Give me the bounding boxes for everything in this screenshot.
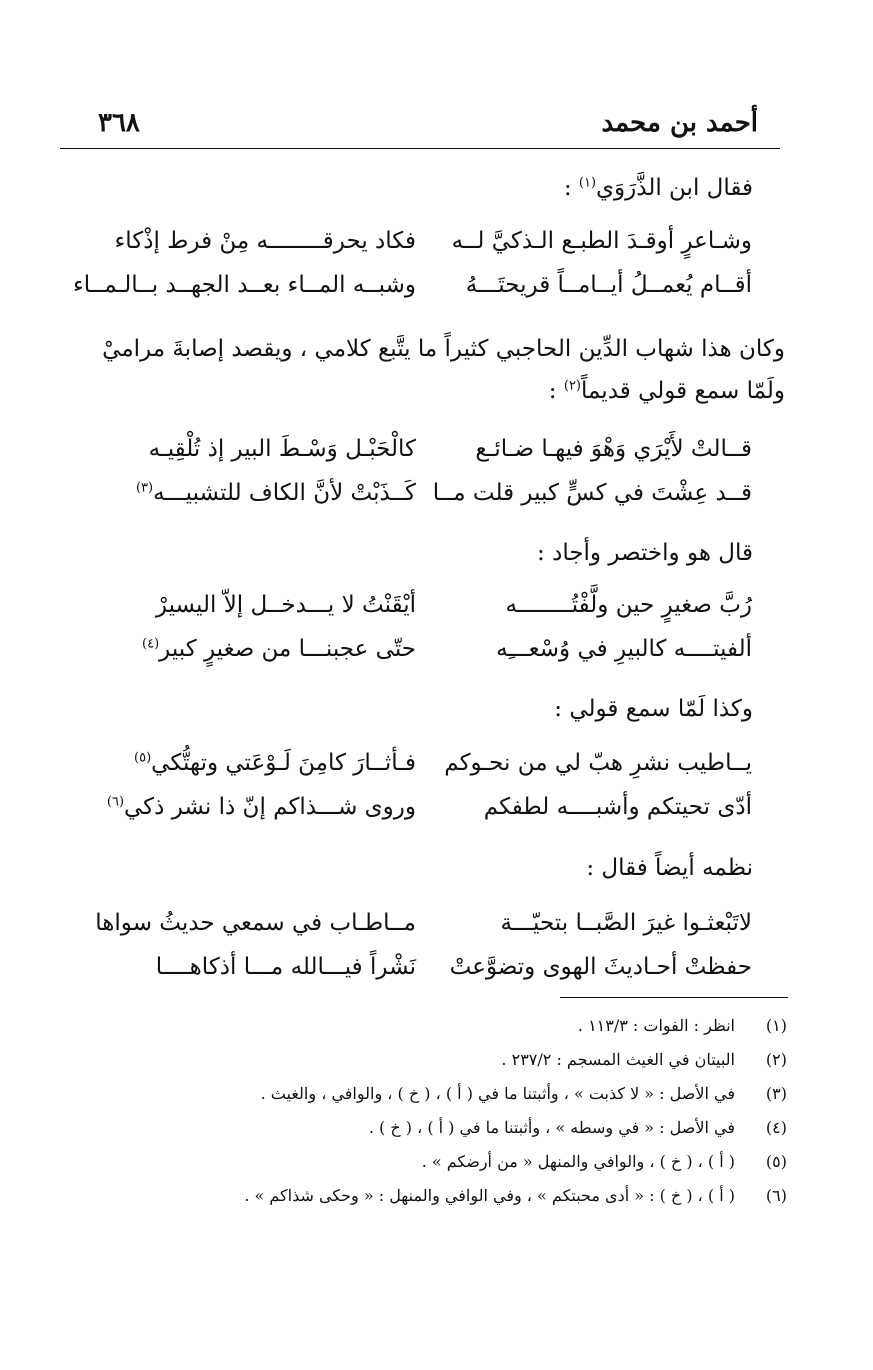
- footnote-ref: (٣): [135, 480, 154, 496]
- footnote-text: البيتان في الغيث المسجم : ٢٣٧/٢ .: [501, 1050, 735, 1069]
- verse-hemistich-second: نَشْراً فيـــالله مـــا أذكاهــــا: [155, 954, 416, 980]
- verse-hemistich-first: أدّى تحيتكم وأشبــــه لطفكم: [483, 794, 752, 820]
- footnote-ref: (١): [578, 175, 597, 191]
- verse-line: [72, 272, 752, 312]
- verse-hemistich-second: وروى شـــذاكم إنّ ذا نشر ذكي$^{(٦)}$: [106, 794, 416, 820]
- page-header: [60, 108, 780, 146]
- page-number: ٣٦٨: [98, 108, 140, 138]
- verse-hemistich-first: لاتَبْعثـوا غيرَ الصَّبــا بتحيّـــة: [500, 910, 752, 936]
- footnote-number: (٤): [765, 1118, 787, 1137]
- footnote-text: ( أ ) ، ( خ ) : « أدى محبتكم » ، وفي الوافي والمنهل : « وحكى شذاكم » .: [244, 1186, 735, 1205]
- prose-line: قال هو واختصر وأجاد :: [537, 540, 753, 566]
- verse-hemistich-second: كالْحَبْـل وَسْـطَ البير إذ تُلْقِيـه: [148, 436, 416, 462]
- footnote: [167, 1050, 787, 1080]
- verse-line: [96, 592, 752, 632]
- verse-line: [96, 954, 752, 994]
- verse-line: [96, 480, 752, 520]
- footnote-ref: (٤): [142, 636, 160, 652]
- verse-hemistich-first: قــالتْ لأَيْرَي وَهْوَ فيهـا ضـائـع: [475, 436, 752, 462]
- verse-hemistich-second: مــاطـاب في سمعي حديثُ سواها: [95, 910, 416, 936]
- verse-hemistich-second: فكاد يحرقــــــــه مِنْ فرط إذْكاء: [114, 228, 416, 254]
- footnote-number: (١): [765, 1016, 787, 1035]
- prose-line: وكذا لَمّا سمع قولي :: [554, 696, 753, 722]
- footnote-number: (٦): [765, 1186, 787, 1205]
- verse-hemistich-second: وشبــه المــاء بعــد الجهــد بــالـمــاء: [72, 272, 416, 298]
- footnote-ref: (٦): [106, 794, 125, 810]
- verse-line: [96, 636, 752, 676]
- verse-hemistich-first: قــد عِشْتَ في كسٍّ كبير قلت مــا: [432, 480, 752, 506]
- footnote-text: ( أ ) ، ( خ ) ، والوافي والمنهل « من أرضكم » .: [421, 1152, 735, 1171]
- footnote-number: (٥): [765, 1152, 787, 1171]
- running-title: أحمد بن محمد: [601, 108, 758, 138]
- prose-line: وكان هذا شهاب الدِّين الحاجبي كثيراً ما يتَّبع كلامي ، ويقصد إصابةَ مراميْ: [102, 336, 785, 362]
- verse-hemistich-first: يــاطيب نشرِ هبّ لي من نحـوكم: [444, 750, 752, 776]
- footnote-ref: (٢): [563, 378, 581, 394]
- footnote-text: في الأصل : « لا كذبت » ، وأثبتنا ما في ( أ ) ، ( خ ) ، والوافي ، والغيث .: [260, 1084, 735, 1103]
- footnote: [167, 1118, 787, 1148]
- footnote: [167, 1084, 787, 1114]
- verse-line: [96, 794, 752, 834]
- verse-line: [96, 228, 752, 268]
- footnote-number: (٢): [765, 1050, 787, 1069]
- header-rule: [60, 148, 780, 149]
- verse-hemistich-second: حتّى عجبنـــا من صغيرٍ كبير$^{(٤)}$: [142, 636, 416, 662]
- verse-hemistich-second: أيْقَنْتُ لا يـــدخــل إلاّ اليسيرْ: [155, 592, 416, 618]
- footnote: [167, 1186, 787, 1216]
- prose-line-intro: فقال ابن الذَّرَوَي$^{(١)}$ :: [563, 175, 753, 201]
- verse-hemistich-first: حفظتْ أحـاديثَ الهوى وتضوَّعتْ: [449, 954, 752, 980]
- verse-hemistich-second: فـأثــارَ كامِنَ لَـوْعَتي وتهتُّكي$^{(٥)}$: [134, 750, 416, 776]
- footnote: [167, 1016, 787, 1046]
- verse-hemistich-first: وشـاعرٍ أوقـدَ الطبـع الـذكيَّ لــه: [451, 228, 752, 254]
- footnote-separator: [560, 997, 788, 998]
- verse-line: [96, 436, 752, 476]
- footnote-number: (٣): [765, 1084, 787, 1103]
- verse-line: [96, 750, 752, 790]
- verse-hemistich-second: كَــذَبْتْ لأنَّ الكاف للتشبيـــه$^{(٣)}$: [135, 480, 416, 506]
- prose-line: ولَمّا سمع قولي قديماً$^{(٢)}$ :: [548, 378, 785, 404]
- prose-line: نظمه أيضاً فقال :: [586, 855, 753, 881]
- footnote: [167, 1152, 787, 1182]
- verse-hemistich-first: أقــام يُعمــلُ أيــامــاً قريحتَـــهُ: [465, 272, 752, 298]
- verse-hemistich-first: رُبَّ صغيرٍ حين ولَّفْتُــــــــه: [505, 592, 752, 618]
- verse-hemistich-first: ألفيتــــه كالبيرِ في وُسْعـــِه: [496, 636, 752, 662]
- verse-line: [96, 910, 752, 950]
- footnote-text: انظر : الفوات : ١١٣/٣ .: [577, 1016, 735, 1035]
- footnote-ref: (٥): [134, 750, 152, 766]
- footnote-text: في الأصل : « في وسطه » ، وأثبتنا ما في ( أ ) ، ( خ ) .: [368, 1118, 735, 1137]
